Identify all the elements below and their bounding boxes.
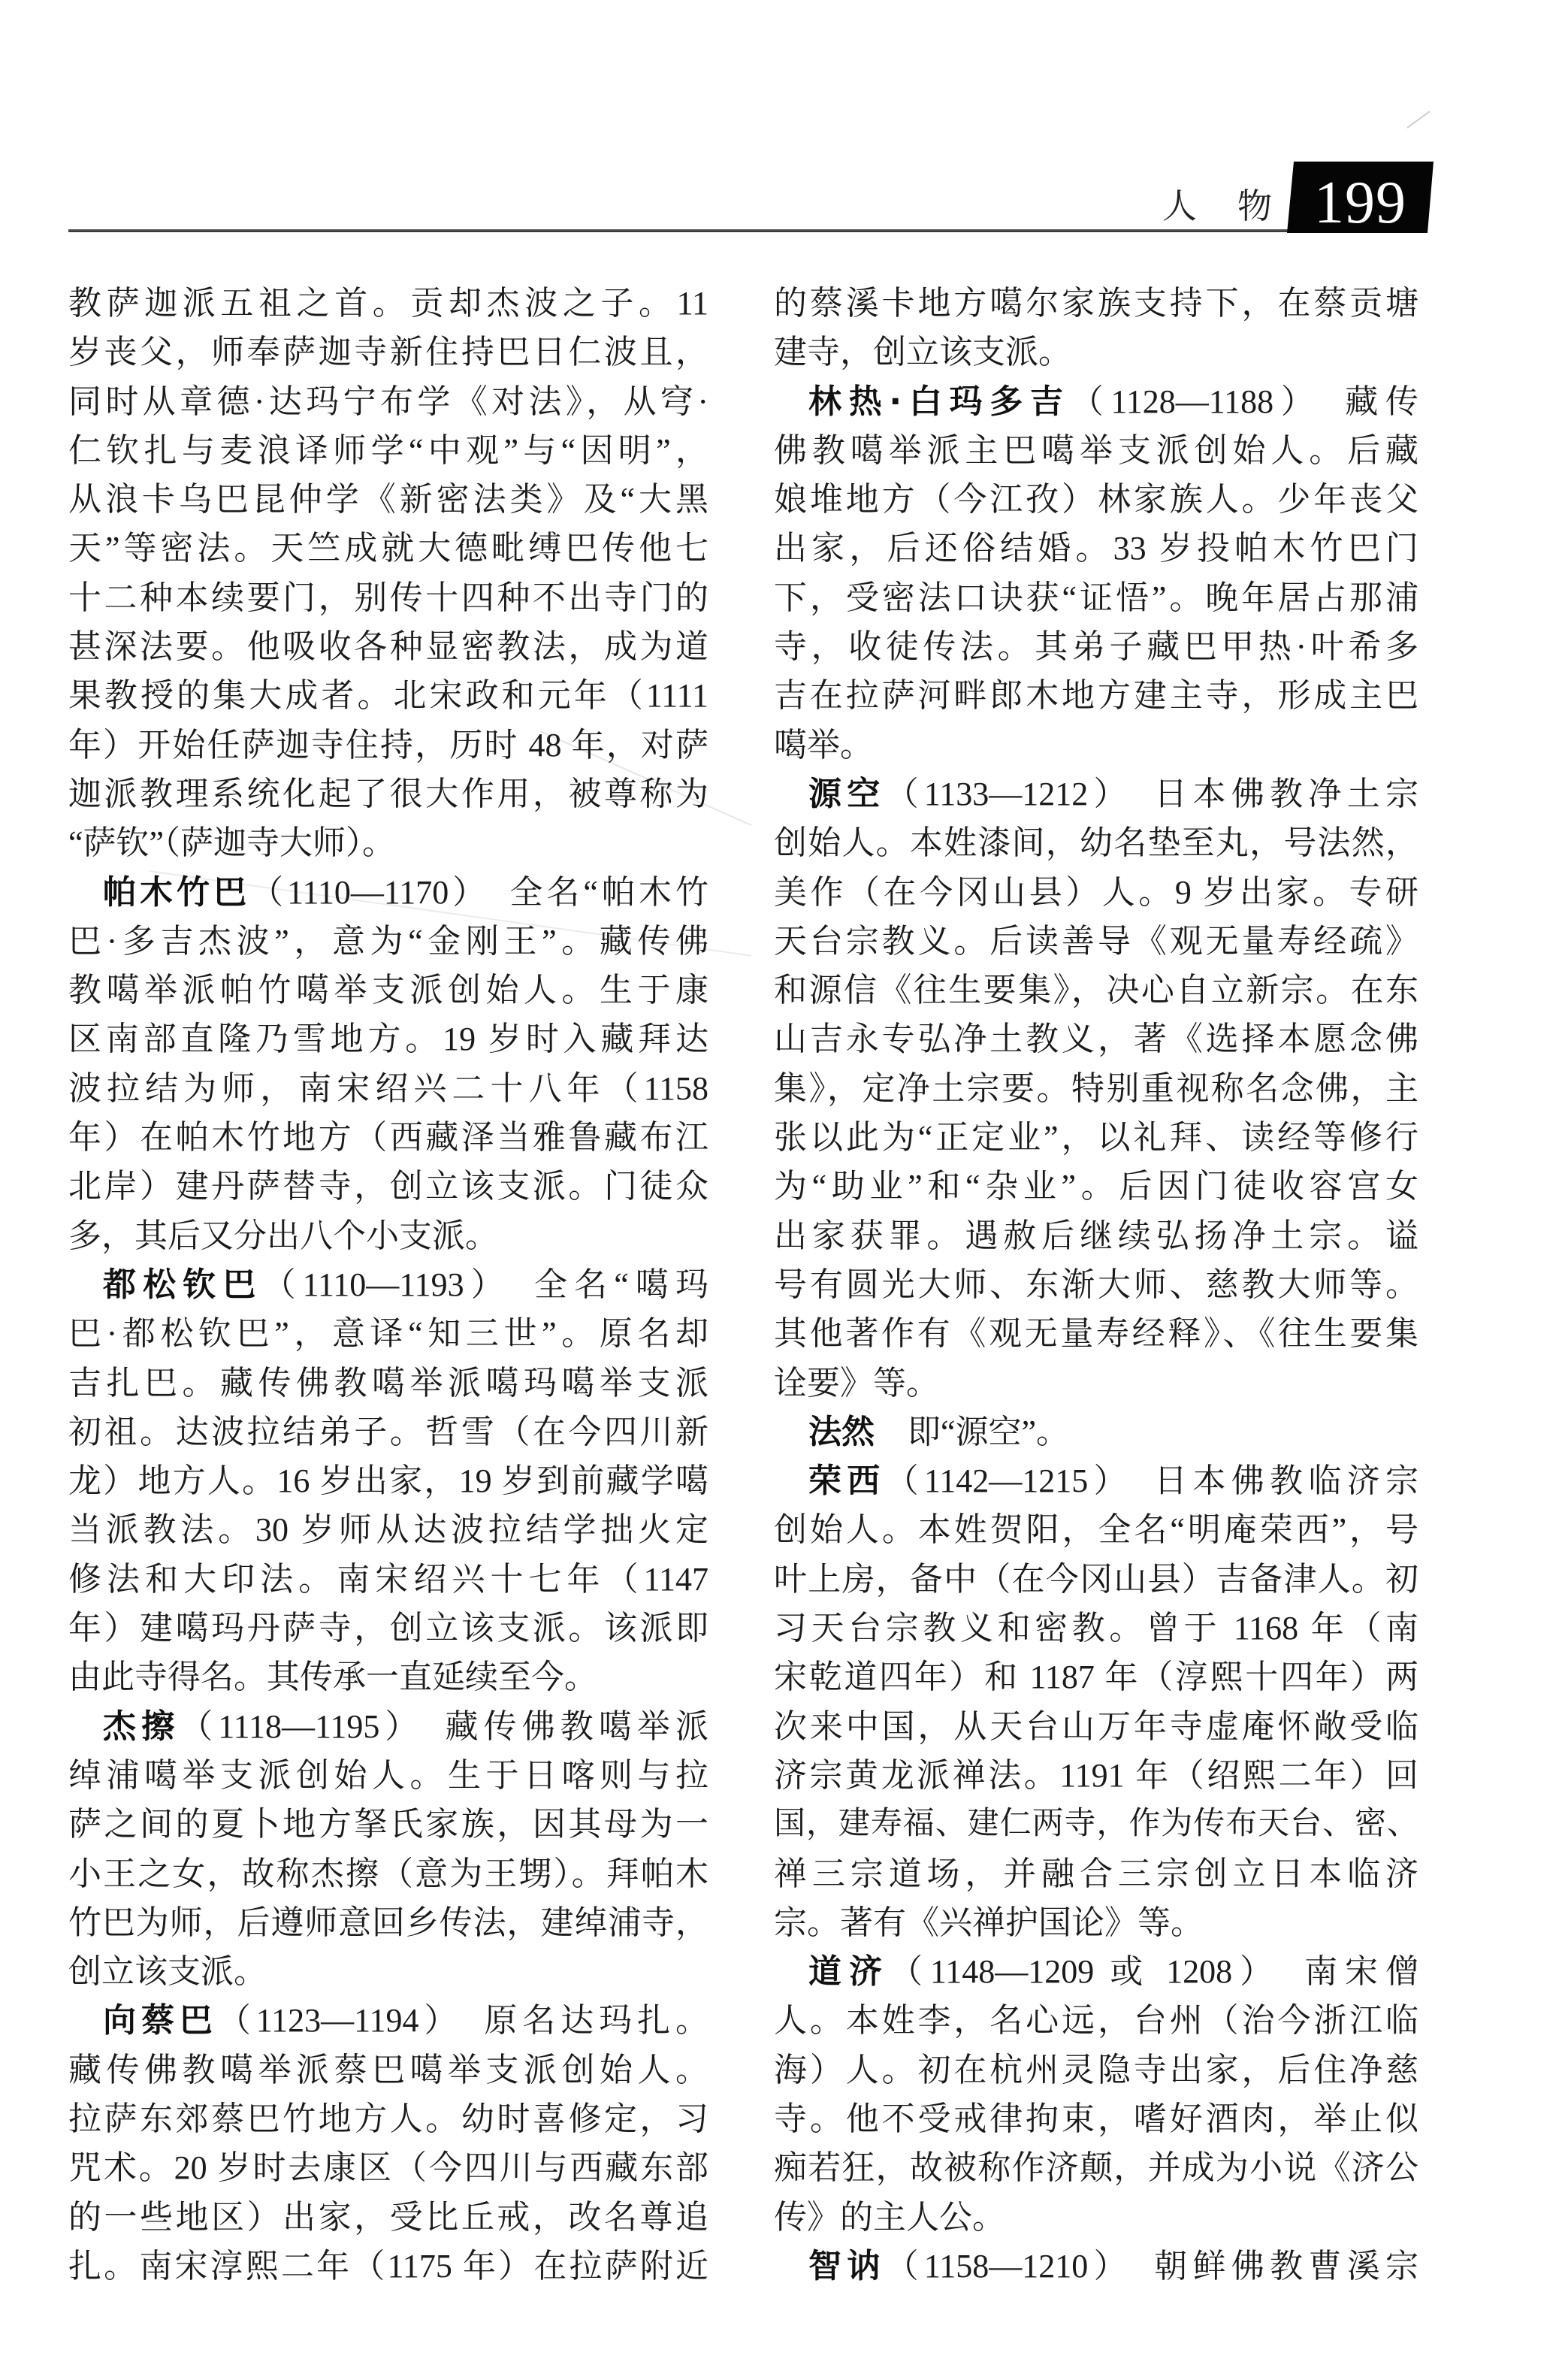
entry-heading-text: （1133—1212） 日本佛教净土宗 — [885, 775, 1418, 812]
text-line: 出家，后还俗结婚。33 岁投帕木竹巴门 — [774, 530, 1418, 567]
entry-heading-line — [68, 1996, 708, 2045]
text-line: 习天台宗教义和密教。曾于 1168 年（南 — [774, 1610, 1418, 1647]
text-line: 集》，定净土宗要。特别重视称名念佛，主 — [774, 1069, 1418, 1107]
text-line: 人。本姓李，名心远，台州（治今浙江临 — [774, 2002, 1418, 2040]
entry-headword: 向蔡巴 — [103, 2001, 218, 2040]
text-line: 巴·多吉杰波”，意为“金刚王”。藏传佛 — [68, 922, 708, 960]
text-line: 藏传佛教噶举派蔡巴噶举支派创始人。 — [68, 2051, 708, 2088]
text-line: 十二种本续要门，别传十四种不出寺门的 — [68, 579, 708, 616]
text-line: 天台宗教义。后读善导《观无量寿经疏》 — [774, 922, 1418, 960]
text-line: 诠要》等。 — [774, 1364, 939, 1402]
text-line: 创立该支派。 — [68, 1953, 267, 1991]
text-line: 痴若狂，故被称作济颠，并成为小说《济公 — [774, 2149, 1418, 2187]
entry-heading-line — [68, 1260, 708, 1309]
text-line: 其他著作有《观无量寿经释》、《往生要集 — [774, 1315, 1418, 1353]
entry-heading-text: （1148—1209 或 1208） 南宋僧 — [889, 1953, 1418, 1991]
text-line: 号有圆光大师、东渐大师、慈教大师等。 — [774, 1266, 1418, 1303]
text-line: 娘堆地方（今江孜）林家族人。少年丧父 — [774, 481, 1418, 519]
text-line: 年）在帕木竹地方（西藏泽当雅鲁藏布江 — [68, 1119, 708, 1157]
text-line: 山吉永专弘净土教义，著《选择本愿念佛 — [774, 1021, 1418, 1058]
text-line: 次来中国，从天台山万年寺虚庵怀敞受临 — [774, 1707, 1418, 1745]
text-line: 创始人。本姓漆间，幼名垫至丸，号法然， — [774, 824, 1418, 862]
text-line: 绰浦噶举支派创始人。生于日喀则与拉 — [68, 1756, 708, 1794]
text-line: 波拉结为师，南宋绍兴二十八年（1158 — [68, 1069, 708, 1107]
text-line: 禅三宗道场，并融合三宗创立日本临济 — [774, 1855, 1418, 1892]
text-column-right — [774, 279, 1418, 2291]
text-line: 初祖。达波拉结弟子。哲雪（在今四川新 — [68, 1413, 708, 1450]
text-line: 当派教法。30 岁师从达波拉结学拙火定 — [68, 1511, 708, 1549]
entry-heading-text: （1110—1170） 全名“帕木竹 — [250, 873, 708, 911]
text-line: 出家获罪。遇赦后继续弘扬净土宗。谥 — [774, 1217, 1418, 1254]
text-line: 果教授的集大成者。北宋政和元年（1111 — [68, 677, 708, 715]
text-line: 海）人。初在杭州灵隐寺出家，后住净慈 — [774, 2051, 1418, 2088]
entry-headword: 都松钦巴 — [103, 1265, 263, 1304]
text-line: 为“助业”和“杂业”。后因门徒收容宫女 — [774, 1168, 1418, 1205]
text-line: 宋乾道四年）和 1187 年（淳熙十四年）两 — [774, 1659, 1418, 1696]
text-line: 多，其后又分出八个小支派。 — [68, 1217, 498, 1254]
text-line: 区南部直隆乃雪地方。19 岁时入藏拜达 — [68, 1021, 708, 1058]
entry-heading-text: （1110—1193） 全名“噶玛 — [262, 1266, 708, 1303]
text-line: 同时从章德·达玛宁布学《对法》，从穹· — [68, 383, 708, 420]
entry-heading-line — [774, 1456, 1418, 1505]
text-column-left — [68, 279, 708, 2291]
text-line: 巴·都松钦巴”，意译“知三世”。原名却 — [68, 1315, 708, 1353]
text-line: 吉扎巴。藏传佛教噶举派噶玛噶举支派 — [68, 1364, 708, 1402]
entry-heading-text: （1142—1215） 日本佛教临济宗 — [885, 1462, 1418, 1500]
entry-heading-text: （1128—1188） 藏传 — [1070, 383, 1418, 420]
entry-headword: 道济 — [808, 1952, 890, 1991]
text-line: 北岸）建丹萨替寺，创立该支派。门徒众 — [68, 1168, 708, 1205]
text-line: 从浪卡乌巴昆仲学《新密法类》及“大黑 — [68, 481, 708, 519]
text-line: 龙）地方人。16 岁出家，19 岁到前藏学噶 — [68, 1462, 708, 1500]
text-line: 迦派教理系统化起了很大作用，被尊称为 — [68, 775, 708, 812]
text-line: 国，建寿福、建仁两寺，作为传布天台、密、 — [774, 1807, 1418, 1842]
entry-heading-text: （1118—1195） 藏传佛教噶举派 — [180, 1707, 708, 1745]
text-line: 寺，收徒传法。其弟子藏巴甲热·叶希多 — [774, 628, 1418, 666]
text-line: 建寺，创立该支派。 — [774, 334, 1071, 371]
text-line: 噶举。 — [774, 726, 873, 764]
entry-heading-line — [774, 1947, 1418, 1996]
text-line: 天”等密法。天竺成就大德毗缚巴传他七 — [68, 530, 708, 567]
text-line: 的蔡溪卡地方噶尔家族支持下，在蔡贡塘 — [774, 285, 1418, 322]
text-line: 竹巴为师，后遵师意回乡传法，建绰浦寺， — [68, 1904, 708, 1941]
page-number: 199 — [1314, 170, 1406, 236]
text-line: 济宗黄龙派禅法。1191 年（绍熙二年）回 — [774, 1756, 1418, 1794]
text-line: 创始人。本姓贺阳，全名“明庵荣西”，号 — [774, 1511, 1418, 1549]
text-line: 张以此为“正定业”，以礼拜、读经等修行 — [774, 1119, 1418, 1157]
entry-headword: 源空 — [808, 774, 886, 813]
entry-heading-line — [774, 377, 1418, 426]
entry-headword: 杰擦 — [103, 1707, 180, 1746]
text-line: 宗。著有《兴禅护国论》等。 — [774, 1904, 1204, 1941]
text-line: 传》的主人公。 — [774, 2198, 1005, 2236]
text-line: 教噶举派帕竹噶举支派创始人。生于康 — [68, 972, 708, 1009]
entry-heading-text: （1123—1194） 原名达玛扎。 — [217, 2002, 708, 2040]
text-line: 小王之女，故称杰擦（意为王甥）。拜帕木 — [68, 1855, 708, 1892]
entry-heading-line — [774, 2242, 1418, 2291]
text-line: 下，受密法口诀获“证悟”。晚年居占那浦 — [774, 579, 1418, 616]
text-line: 扎。南宋淳熙二年（1175 年）在拉萨附近 — [68, 2247, 708, 2285]
entry-headword: 法然 — [808, 1412, 875, 1451]
text-line: 佛教噶举派主巴噶举支派创始人。后藏 — [774, 431, 1418, 469]
text-line: “萨钦”（萨迦寺大师）。 — [68, 824, 396, 862]
entry-heading-line — [68, 868, 708, 917]
text-line: 和源信《往生要集》，决心自立新宗。在东 — [774, 972, 1418, 1009]
text-line: 吉在拉萨河畔郎木地方建主寺，形成主巴 — [774, 677, 1418, 715]
running-head-char: 物 — [1237, 186, 1272, 226]
text-line: 教萨迦派五祖之首。贡却杰波之子。11 — [68, 285, 708, 322]
text-line: 甚深法要。他吸收各种显密教法，成为道 — [68, 628, 708, 666]
entry-heading-line — [68, 1702, 708, 1751]
text-line: 年）开始任萨迦寺住持，历时 48 年，对萨 — [68, 726, 708, 764]
text-line: 咒术。20 岁时去康区（今四川与西藏东部 — [68, 2149, 708, 2187]
text-line: 叶上房，备中（在今冈山县）吉备津人。初 — [774, 1560, 1418, 1598]
text-line: 寺。他不受戒律拘束，嗜好酒肉，举止似 — [774, 2100, 1418, 2137]
text-line: 的一些地区）出家，受比丘戒，改名尊追 — [68, 2198, 708, 2236]
text-line: 美作（在今冈山县）人。9 岁出家。专研 — [774, 873, 1418, 911]
text-line: 由此寺得名。其传承一直延续至今。 — [68, 1659, 597, 1696]
text-line: 修法和大印法。南宋绍兴十七年（1147 — [68, 1560, 708, 1598]
text-line: 拉萨东郊蔡巴竹地方人。幼时喜修定，习 — [68, 2100, 708, 2137]
text-line: 萨之间的夏卜地方拏氏家族，因其母为一 — [68, 1806, 708, 1843]
running-head-char: 人 — [1162, 186, 1197, 226]
header-rule — [68, 229, 1292, 232]
entry-headword: 帕木竹巴 — [103, 872, 251, 912]
entry-heading-line — [774, 770, 1418, 818]
entry-heading-line — [774, 1408, 1418, 1456]
entry-heading-text: （1158—1210） 朝鲜佛教曹溪宗 — [885, 2247, 1418, 2285]
text-line: 年）建噶玛丹萨寺，创立该支派。该派即 — [68, 1610, 708, 1647]
entry-headword: 荣西 — [808, 1462, 886, 1501]
entry-heading-text: 即“源空”。 — [875, 1413, 1070, 1450]
entry-headword: 智讷 — [808, 2246, 886, 2285]
scan-scratch — [1406, 110, 1430, 128]
text-line: 仁钦扎与麦浪译师学“中观”与“因明”， — [68, 431, 708, 469]
text-line: 岁丧父，师奉萨迦寺新住持巴日仁波且， — [68, 334, 708, 371]
entry-headword: 林热·白玛多吉 — [808, 382, 1071, 421]
